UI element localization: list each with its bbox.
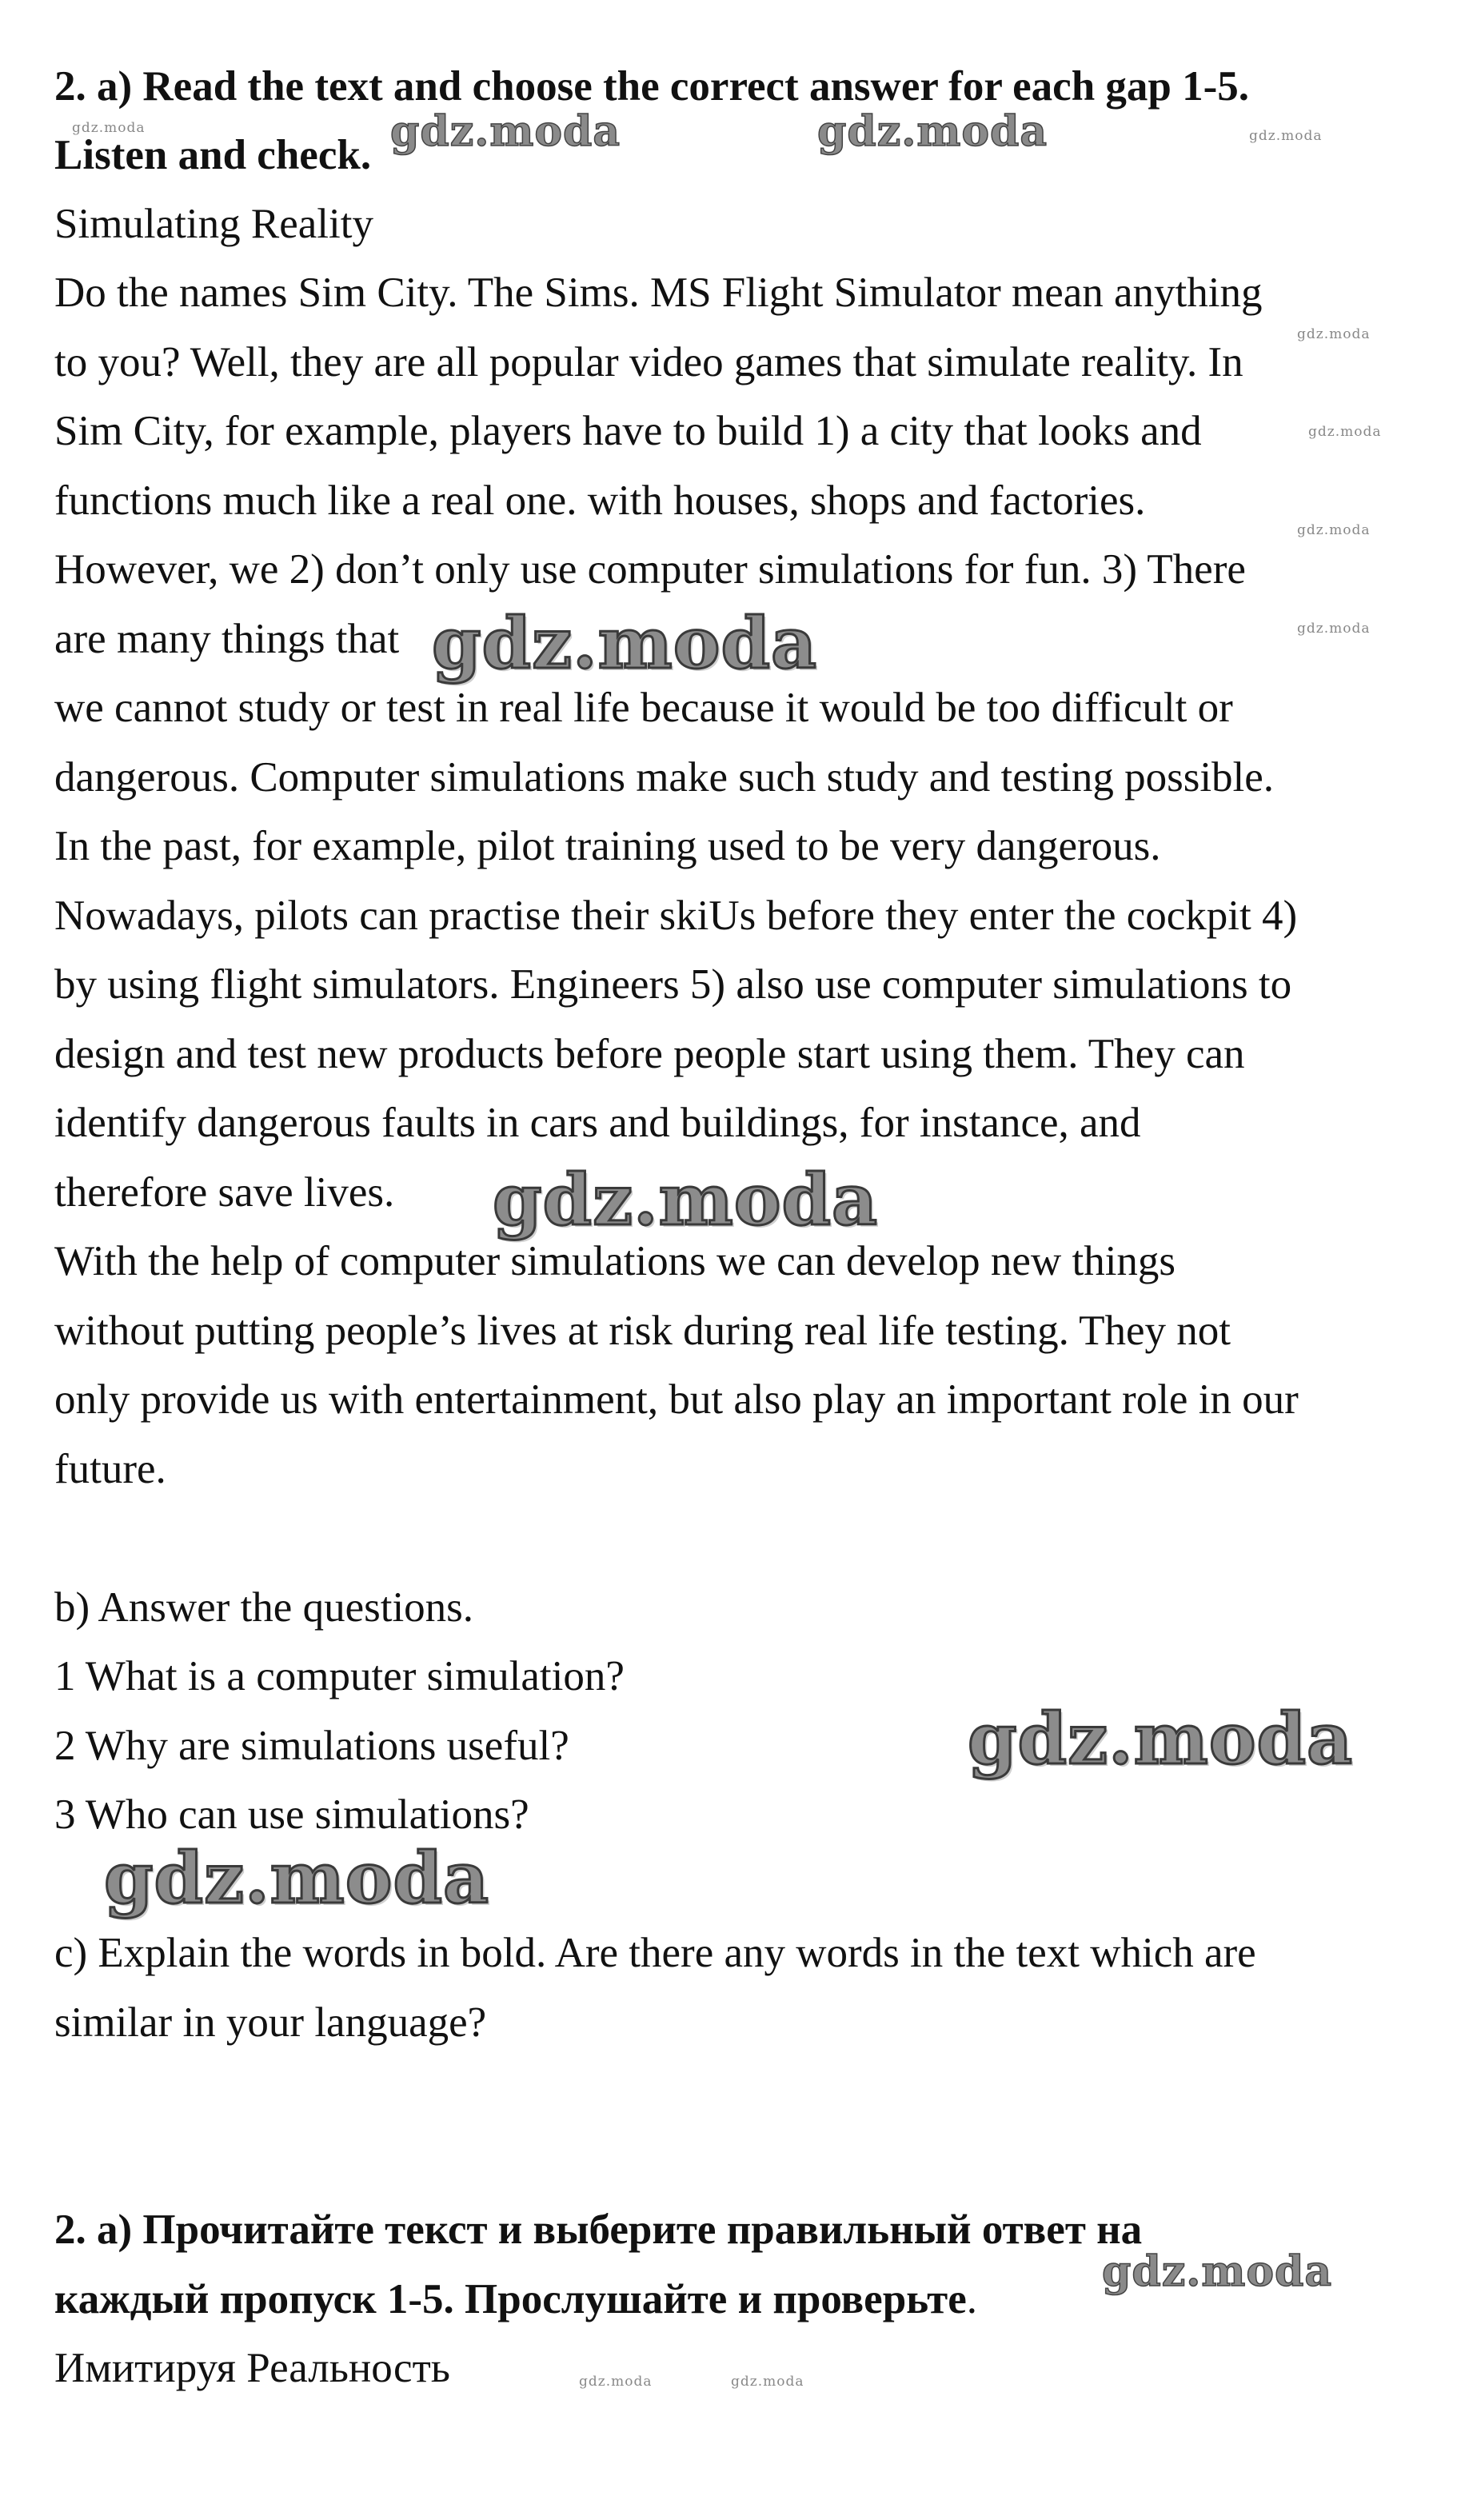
- paragraph-line: Do the names Sim City. The Sims. MS Flight Simulator mean anything: [54, 270, 1263, 316]
- translation-heading: 2. а) Прочитайте текст и выберите правильный ответ на: [54, 2206, 1143, 2253]
- watermark: gdz.moda: [1308, 424, 1382, 440]
- question-heading-b: b) Answer the questions.: [54, 1584, 474, 1631]
- text-title: Simulating Reality: [54, 201, 373, 247]
- watermark: gdz.moda: [579, 2374, 653, 2390]
- paragraph-line: Nowadays, pilots can practise their skiUs before they enter the cockpit 4): [54, 893, 1298, 939]
- watermark: gdz.moda: [493, 1158, 879, 1241]
- watermark: gdz.moda: [1297, 326, 1371, 342]
- exercise-heading: 2. a) Read the text and choose the correct answer for each gap 1-5.: [54, 63, 1250, 110]
- question-item: 2 Why are simulations useful?: [54, 1723, 569, 1769]
- paragraph-line: functions much like a real one. with houses, shops and factories.: [54, 477, 1146, 524]
- watermark: gdz.moda: [432, 601, 818, 685]
- watermark: gdz.moda: [390, 107, 621, 156]
- watermark: gdz.moda: [1249, 128, 1323, 144]
- watermark: gdz.moda: [817, 107, 1048, 156]
- paragraph-line: are many things that: [54, 616, 400, 662]
- paragraph-line: to you? Well, they are all popular video games that simulate reality. In: [54, 339, 1243, 385]
- paragraph-line: design and test new products before people start using them. They can: [54, 1031, 1245, 1077]
- question-heading-c-cont: similar in your language?: [54, 1999, 487, 2046]
- paragraph-line: future.: [54, 1446, 166, 1492]
- translation-title: Имитируя Реальность: [54, 2345, 450, 2391]
- question-item: 3 Who can use simulations?: [54, 1791, 529, 1838]
- watermark: gdz.moda: [1297, 621, 1371, 637]
- exercise-heading-cont: Listen and check.: [54, 132, 372, 178]
- watermark: gdz.moda: [104, 1836, 490, 1919]
- watermark: gdz.moda: [1102, 2247, 1333, 2296]
- paragraph-line: only provide us with entertainment, but also play an important role in our: [54, 1376, 1299, 1423]
- question-heading-c: c) Explain the words in bold. Are there any words in the text which are: [54, 1930, 1256, 1976]
- paragraph-line: However, we 2) don’t only use computer simulations for fun. 3) There: [54, 546, 1246, 593]
- paragraph-line: Sim City, for example, players have to build 1) a city that looks and: [54, 408, 1202, 454]
- paragraph-line: therefore save lives.: [54, 1169, 395, 1216]
- watermark: gdz.moda: [1297, 522, 1371, 538]
- watermark: gdz.moda: [72, 120, 146, 136]
- translation-heading-text: каждый пропуск 1-5. Прослушайте и проверьте: [54, 2276, 967, 2322]
- paragraph-line: dangerous. Computer simulations make such study and testing possible.: [54, 754, 1275, 801]
- paragraph-line: without putting people’s lives at risk during real life testing. They not: [54, 1308, 1231, 1354]
- paragraph-line: we cannot study or test in real life because it would be too difficult or: [54, 685, 1233, 731]
- paragraph-line: by using flight simulators. Engineers 5) also use computer simulations to: [54, 961, 1292, 1008]
- watermark: gdz.moda: [731, 2374, 804, 2390]
- translation-heading-cont: [54, 2275, 977, 2323]
- paragraph-line: In the past, for example, pilot training used to be very dangerous.: [54, 823, 1161, 869]
- translation-heading-period: .: [966, 2276, 977, 2322]
- paragraph-line: With the help of computer simulations we can develop new things: [54, 1238, 1176, 1284]
- paragraph-line: identify dangerous faults in cars and buildings, for instance, and: [54, 1100, 1141, 1146]
- watermark: gdz.moda: [968, 1697, 1354, 1780]
- question-item: 1 What is a computer simulation?: [54, 1653, 625, 1699]
